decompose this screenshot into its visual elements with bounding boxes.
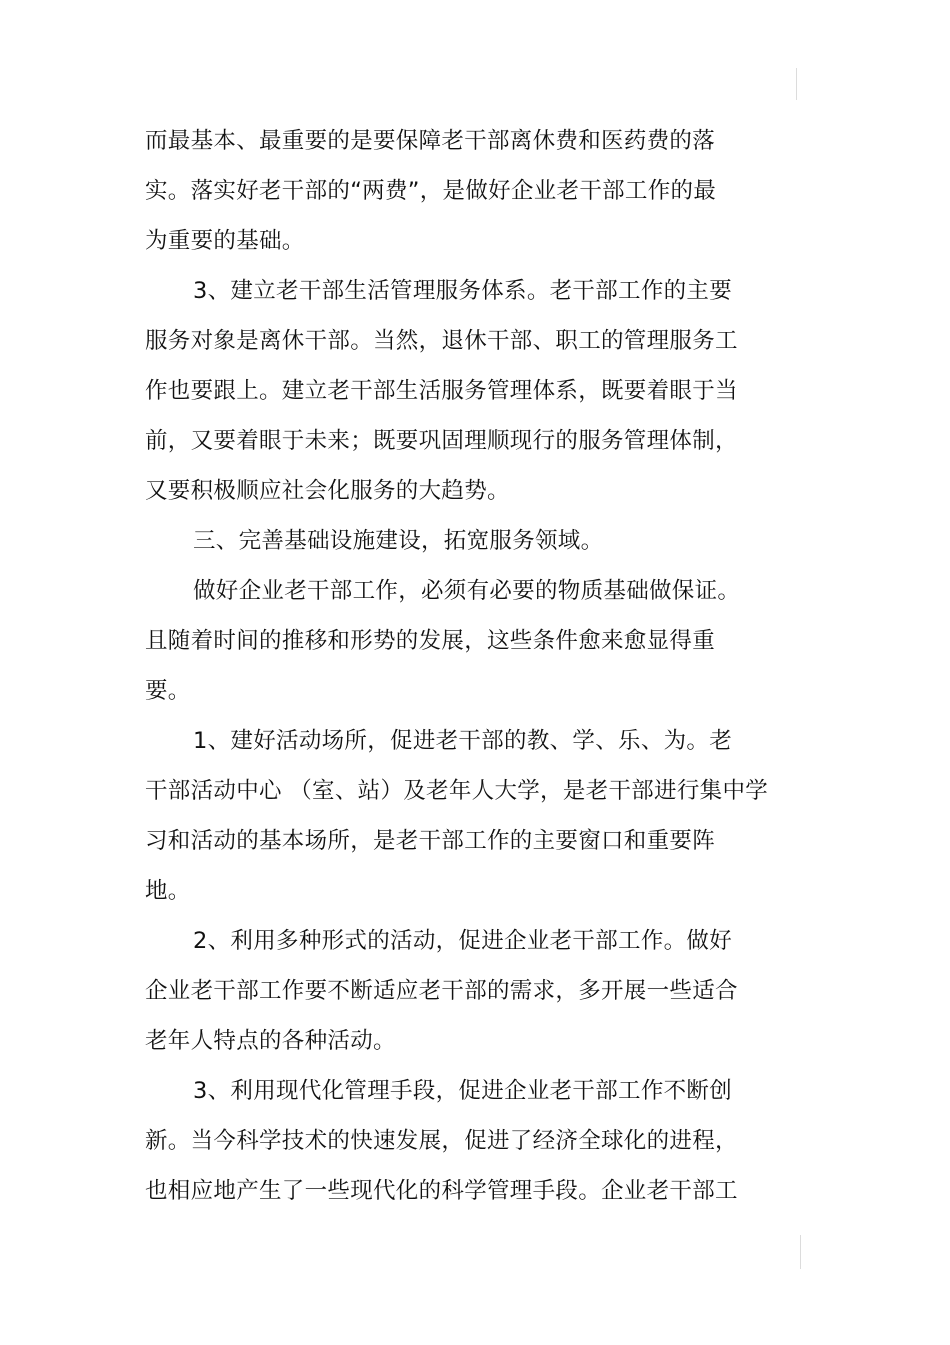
text-line: 3、利用现代化管理手段，促进企业老干部工作不断创 — [193, 1078, 733, 1104]
text-line: 1、建好活动场所，促进老干部的教、学、乐、为。老 — [193, 728, 733, 754]
text-line: 做好企业老干部工作，必须有必要的物质基础做保证。 — [193, 578, 741, 604]
page-edge-mark-bottom — [800, 1235, 801, 1269]
text-line: 实。落实好老干部的“两费”，是做好企业老干部工作的最 — [145, 178, 717, 204]
text-line: 也相应地产生了一些现代化的科学管理手段。企业老干部工 — [145, 1178, 738, 1204]
page-edge-mark-top — [796, 68, 797, 100]
text-line: 前，又要着眼于未来；既要巩固理顺现行的服务管理体制， — [145, 428, 738, 454]
text-line: 地。 — [145, 878, 191, 904]
text-line: 为重要的基础。 — [145, 228, 305, 254]
text-line: 服务对象是离休干部。当然，退休干部、职工的管理服务工 — [145, 328, 738, 354]
text-line: 作也要跟上。建立老干部生活服务管理体系，既要着眼于当 — [145, 378, 738, 404]
text-line: 要。 — [145, 678, 191, 704]
text-line: 新。当今科学技术的快速发展，促进了经济全球化的进程， — [145, 1128, 738, 1154]
text-line: 老年人特点的各种活动。 — [145, 1028, 396, 1054]
text-line: 企业老干部工作要不断适应老干部的需求，多开展一些适合 — [145, 978, 738, 1004]
text-line: 干部活动中心 （室、站）及老年人大学，是老干部进行集中学 — [145, 778, 769, 804]
text-line: 3、建立老干部生活管理服务体系。老干部工作的主要 — [193, 278, 733, 304]
text-line: 2、利用多种形式的活动，促进企业老干部工作。做好 — [193, 928, 733, 954]
text-line: 且随着时间的推移和形势的发展，这些条件愈来愈显得重 — [145, 628, 716, 654]
text-line: 习和活动的基本场所，是老干部工作的主要窗口和重要阵 — [145, 828, 716, 854]
text-line: 而最基本、最重要的是要保障老干部离休费和医药费的落 — [145, 128, 716, 154]
section-heading: 三、完善基础设施建设，拓宽服务领域。 — [193, 528, 604, 554]
text-line: 又要积极顺应社会化服务的大趋势。 — [145, 478, 510, 504]
